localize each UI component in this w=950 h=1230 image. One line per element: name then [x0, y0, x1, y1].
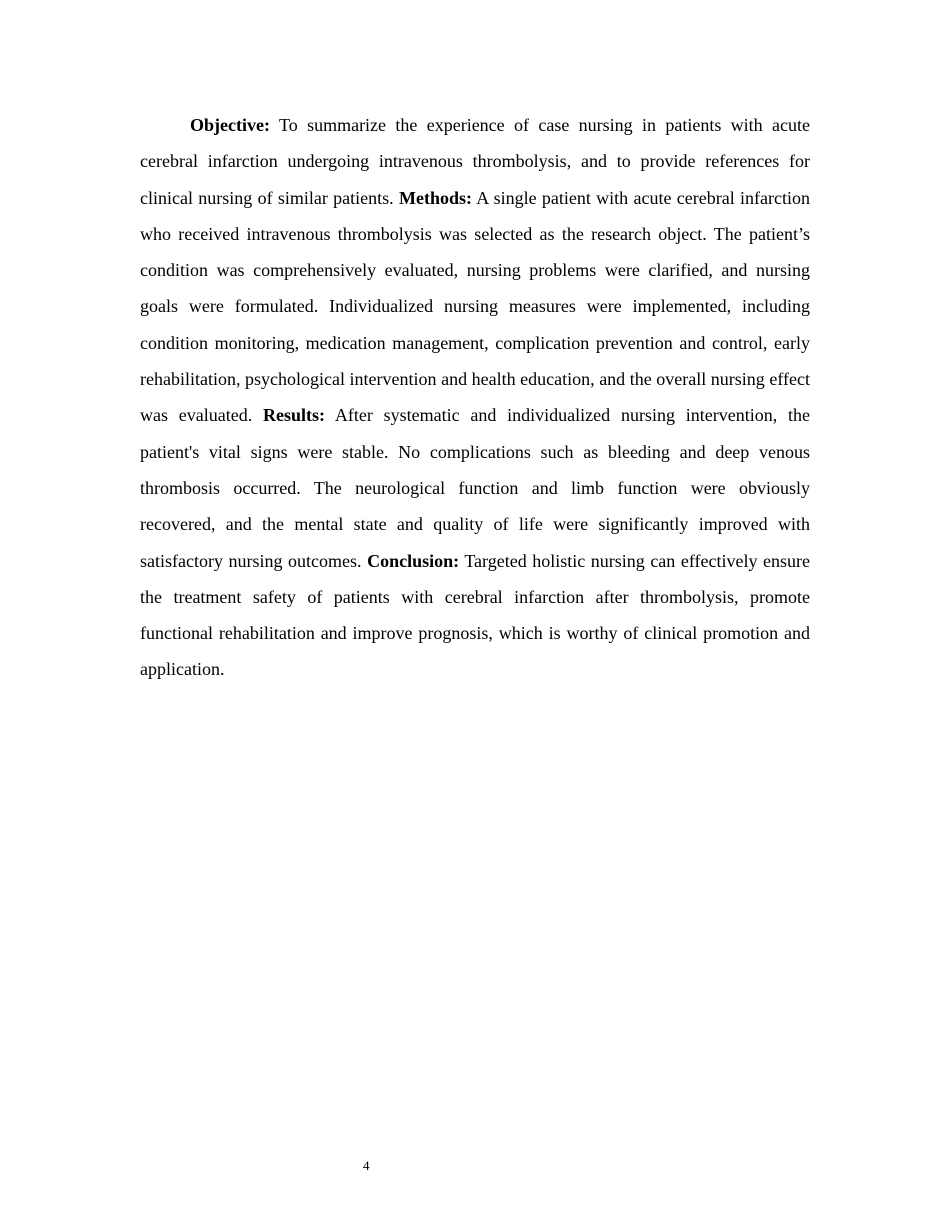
- objective-text: To summarize the experience of case nursing in patients with acute cerebral infarction undergoing intravenous thrombolysis, and to provide references for clinical nursing of similar patients.: [140, 115, 810, 208]
- conclusion-text: Targeted holistic nursing can effectively ensure the treatment safety of patients with cerebral infarction after thrombolysis, promote functional rehabilitation and improve prognosis, which is worthy of clinical promotion and application.: [140, 550, 810, 680]
- abstract-paragraph: [140, 107, 810, 688]
- results-label: Results:: [263, 405, 326, 426]
- methods-label: Methods:: [398, 187, 472, 208]
- objective-label: Objective:: [190, 115, 270, 135]
- results-text: After systematic and individualized nursing intervention, the patient's vital signs were stable. No complications such as bleeding and deep venous thrombosis occurred. The neurological function and limb function were obviously recovered, and the mental state and quality of life were significantly improved with satisfactory nursing outcomes.: [140, 405, 810, 571]
- conclusion-label: Conclusion:: [367, 550, 460, 571]
- methods-text: A single patient with acute cerebral infarction who received intravenous thrombolysis was selected as the research object. The patient’s condition was comprehensively evaluated, nursing problems were clarified, and nursing goals were formulated. Individualized nursing measures were implemented, including condition monitoring, medication management, complication prevention and control, early rehabilitation, psychological intervention and health education, and the overall nursing effect was evaluated.: [140, 187, 810, 426]
- page-number: 4: [363, 1158, 370, 1173]
